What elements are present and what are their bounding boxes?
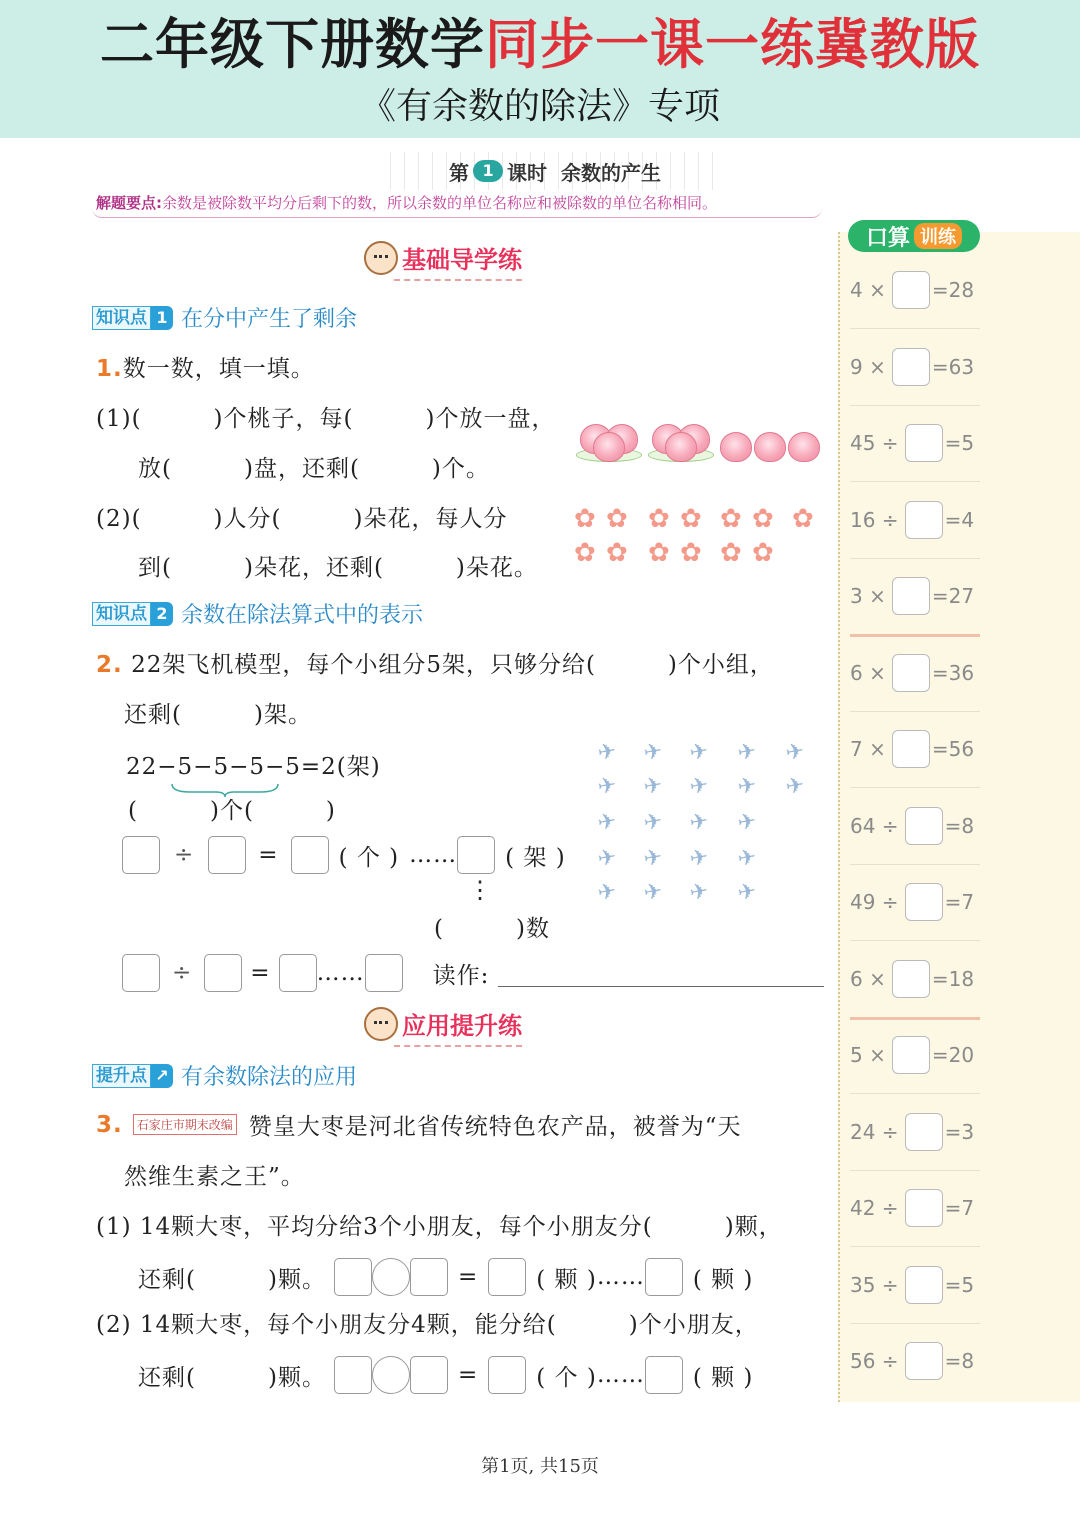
solving-tip: [92, 192, 822, 218]
cartoon-face-icon: [364, 1007, 398, 1041]
calc-suffix: =3: [944, 1119, 975, 1144]
calc-answer-box[interactable]: [892, 960, 930, 998]
kp3-tag: 提升点: [92, 1064, 151, 1088]
q2-brace-label: ( )个( ): [128, 798, 336, 824]
q1-stem-text: 数一数，填一填。: [122, 356, 315, 382]
q3-stem-a: 赞皇大枣是河北省传统特色农产品，被誉为“天: [248, 1114, 742, 1140]
q2-stem-line2: 还剩( )架。: [124, 702, 312, 728]
div-sign: ÷: [172, 960, 193, 986]
calc-prefix: 6 ×: [850, 660, 886, 685]
answer-box[interactable]: [645, 1356, 683, 1394]
calc-prefix: 5 ×: [850, 1043, 886, 1067]
plane-icon: ✈: [735, 844, 759, 873]
remainder-dots: ……: [596, 1264, 645, 1290]
calc-prefix: 9 ×: [850, 354, 886, 379]
q3-part2-line2: [138, 1356, 753, 1394]
remainder-dots: ……: [409, 842, 458, 868]
flower-icon: ✿: [680, 504, 702, 534]
calc-prefix: 56 ÷: [850, 1349, 899, 1373]
calc-suffix: =4: [944, 507, 975, 532]
plane-icon: ✈: [595, 844, 619, 873]
plane-icon: ✈: [783, 738, 807, 767]
calc-answer-box[interactable]: [892, 730, 930, 768]
q1-part1-line1: (1)( )个桃子，每( )个放一盘，: [96, 406, 556, 432]
calc-answer-box[interactable]: [905, 1113, 943, 1151]
operator-circle[interactable]: [372, 1356, 410, 1394]
answer-box[interactable]: [488, 1258, 526, 1296]
answer-box[interactable]: [204, 954, 242, 992]
knowledge-point-1: [92, 302, 357, 333]
mental-math-item: [850, 558, 980, 634]
calc-suffix: =56: [931, 737, 975, 761]
unit-ge: ( 个 ): [338, 844, 400, 871]
lesson-title: [390, 152, 720, 190]
kp3-text: 有余数除法的应用: [181, 1065, 358, 1090]
q1-part2-line1: (2)( )人分( )朵花，每人分: [96, 506, 508, 532]
calc-prefix: 3 ×: [850, 584, 886, 608]
mental-math-item: [850, 1094, 980, 1170]
answer-box[interactable]: [291, 836, 329, 874]
q2-remainder-label: ( )数: [434, 916, 550, 942]
section-underline: [394, 279, 522, 281]
kp1-tag: 知识点: [92, 306, 151, 330]
calc-answer-box[interactable]: [905, 424, 943, 462]
calc-suffix: =36: [931, 660, 975, 685]
calc-answer-box[interactable]: [892, 654, 930, 692]
calc-answer-box[interactable]: [905, 807, 943, 845]
section-basic-label: 基础导学练: [402, 246, 522, 274]
plane-icon: ✈: [687, 808, 711, 837]
q2-stem-a: 22架飞机模型，每个小组分5架，只够分给( )个小组，: [131, 652, 774, 678]
flower-icon: ✿: [606, 504, 628, 534]
vertical-dots: ⋮: [468, 876, 493, 904]
q3-p2b: 还剩( )颗。: [138, 1364, 326, 1391]
calc-answer-box[interactable]: [892, 348, 930, 386]
flower-icon: ✿: [752, 538, 774, 568]
flower-icon: ✿: [720, 504, 742, 534]
peach-icon: [665, 432, 697, 462]
page-subtitle: 《有余数的除法》专项: [359, 86, 720, 127]
calc-prefix: 35 ÷: [850, 1272, 899, 1297]
calc-answer-box[interactable]: [892, 577, 930, 615]
remainder-dots: ……: [596, 1362, 645, 1388]
calc-answer-box[interactable]: [892, 271, 930, 309]
unit-ge: ( 个 ): [536, 1364, 597, 1391]
operator-circle[interactable]: [372, 1258, 410, 1296]
peach-icon: [788, 432, 820, 462]
q1-stem: [96, 350, 315, 383]
div-sign: ÷: [174, 842, 195, 868]
cartoon-face-icon: [364, 241, 398, 275]
unit-ke: ( 颗 ): [536, 1266, 597, 1293]
flower-icon: ✿: [648, 504, 670, 534]
q3-part2-line1: (2) 14颗大枣，每个小朋友分4颗，能分给( )个小朋友，: [96, 1312, 759, 1338]
calc-prefix: 64 ÷: [850, 813, 899, 838]
source-tag: 石家庄市期末改编: [133, 1114, 237, 1135]
q3-stem-line2: 然维生素之王”。: [124, 1164, 305, 1190]
plane-icon: ✈: [687, 772, 711, 801]
calc-suffix: =18: [931, 966, 975, 991]
plane-icon: ✈: [735, 772, 759, 801]
mental-math-item: [850, 1170, 980, 1246]
flower-icon: ✿: [606, 538, 628, 568]
answer-box[interactable]: [122, 836, 160, 874]
answer-box[interactable]: [645, 1258, 683, 1296]
mental-math-item: [850, 252, 980, 328]
plane-icon: ✈: [641, 738, 665, 767]
flower-icon: ✿: [752, 504, 774, 534]
calc-suffix: =8: [944, 813, 975, 838]
kp3-icon: ↗: [151, 1064, 173, 1088]
q2-stem-line1: [96, 646, 774, 679]
mental-math-item: [850, 711, 980, 787]
q3-p1b: 还剩( )颗。: [138, 1266, 326, 1293]
tip-text: 余数是被除数平均分后剩下的数，所以余数的单位名称应和被除数的单位名称相同。: [162, 194, 718, 212]
page-footer: 第1页, 共15页: [481, 1456, 599, 1477]
mental-math-item: [850, 1017, 980, 1093]
plane-icon: ✈: [735, 738, 759, 767]
mental-math-item: [850, 788, 980, 864]
calc-answer-box[interactable]: [905, 1342, 943, 1380]
q3-part1-line2: [138, 1258, 753, 1296]
plane-icon: ✈: [735, 808, 759, 837]
section-apply: [364, 1006, 522, 1041]
answer-box[interactable]: [279, 954, 317, 992]
plane-icon: ✈: [641, 844, 665, 873]
q3-number: 3.: [96, 1111, 123, 1138]
eq-sign: =: [457, 1362, 479, 1388]
lesson-post: 课时 余数的产生: [507, 160, 661, 185]
flower-icon: ✿: [720, 538, 742, 568]
section-basic: [364, 240, 522, 275]
q3-stem-line1: [96, 1108, 742, 1141]
flower-icon: ✿: [680, 538, 702, 568]
kp1-num: 1: [151, 306, 173, 330]
calc-suffix: =7: [944, 1196, 975, 1220]
flower-icon: ✿: [574, 504, 596, 534]
peach-icon: [754, 432, 786, 462]
section-apply-label: 应用提升练: [402, 1012, 522, 1040]
answer-box[interactable]: [410, 1356, 448, 1394]
title-red: 同步一课一练冀教版: [485, 13, 980, 76]
answer-box[interactable]: [122, 954, 160, 992]
peach-icon: [593, 432, 625, 462]
q2-division-row1: [122, 836, 566, 874]
kp2-num: 2: [151, 602, 173, 626]
eq-sign: =: [250, 960, 271, 986]
calc-prefix: 42 ÷: [850, 1196, 899, 1220]
mental-math-item: [850, 329, 980, 405]
flower-icon: ✿: [792, 504, 814, 534]
mental-math-item: [850, 405, 980, 481]
plane-icon: ✈: [783, 772, 807, 801]
eq-sign: =: [457, 1264, 479, 1290]
answer-box[interactable]: [365, 954, 403, 992]
answer-box[interactable]: [410, 1258, 448, 1296]
plane-icon: ✈: [595, 808, 619, 837]
mental-math-badge: 训练: [914, 223, 962, 249]
calc-answer-box[interactable]: [905, 1266, 943, 1304]
mental-math-item: [850, 864, 980, 940]
page-title: [0, 2, 1080, 79]
calc-suffix: =27: [931, 584, 975, 608]
flower-icon: ✿: [574, 538, 596, 568]
calc-suffix: =20: [931, 1043, 975, 1067]
mental-math-header: [848, 220, 980, 252]
calc-prefix: 24 ÷: [850, 1119, 899, 1144]
q1-part2-line2: 到( )朵花，还剩( )朵花。: [138, 555, 538, 581]
q1-part1-line2: 放( )盘，还剩( )个。: [138, 456, 490, 482]
answer-box[interactable]: [488, 1356, 526, 1394]
unit-ke: ( 颗 ): [692, 1266, 754, 1293]
calc-answer-box[interactable]: [905, 501, 943, 539]
mental-math-item: [850, 635, 980, 711]
mental-math-item: [850, 482, 980, 558]
q2-equation: 22−5−5−5−5=2(架): [126, 754, 381, 780]
plane-icon: ✈: [735, 878, 759, 907]
mental-math-item: [850, 1247, 980, 1323]
calc-prefix: 7 ×: [850, 737, 886, 761]
plane-icon: ✈: [641, 772, 665, 801]
mental-math-item: [850, 1323, 980, 1399]
q2-number: 2.: [96, 652, 123, 678]
unit-ke: ( 颗 ): [692, 1364, 754, 1391]
plane-icon: ✈: [687, 738, 711, 767]
plane-icon: ✈: [687, 878, 711, 907]
kp2-text: 余数在除法算式中的表示: [181, 603, 424, 628]
calc-suffix: =63: [931, 354, 975, 379]
calc-suffix: =28: [931, 278, 975, 302]
eq-sign: =: [258, 842, 279, 868]
answer-box[interactable]: [457, 836, 495, 874]
page-header: [0, 0, 1080, 138]
improvement-point: [92, 1060, 357, 1091]
read-label: 读作:: [432, 962, 490, 989]
q3-part1-line1: (1) 14颗大枣，平均分给3个小朋友，每个小朋友分( )颗，: [96, 1214, 783, 1240]
calc-answer-box[interactable]: [905, 1189, 943, 1227]
read-answer-line[interactable]: [498, 986, 824, 987]
calc-prefix: 45 ÷: [850, 431, 899, 455]
calc-prefix: 6 ×: [850, 966, 886, 991]
answer-box[interactable]: [334, 1356, 372, 1394]
calc-suffix: =5: [944, 1272, 975, 1297]
unit-jia: ( 架 ): [505, 844, 566, 871]
kp1-text: 在分中产生了剩余: [181, 307, 358, 332]
peach-icon: [720, 432, 752, 462]
answer-box[interactable]: [334, 1258, 372, 1296]
tip-label: 解题要点:: [96, 194, 162, 212]
plane-icon: ✈: [595, 772, 619, 801]
plane-icon: ✈: [595, 738, 619, 767]
calc-prefix: 4 ×: [850, 278, 886, 302]
calc-suffix: =7: [944, 890, 975, 914]
plane-icon: ✈: [641, 808, 665, 837]
mental-math-title: 口算: [865, 225, 910, 251]
answer-box[interactable]: [208, 836, 246, 874]
knowledge-point-2: [92, 598, 423, 629]
calc-suffix: =8: [944, 1349, 975, 1373]
calc-suffix: =5: [944, 431, 975, 455]
flower-icon: ✿: [648, 538, 670, 568]
plane-icon: ✈: [595, 878, 619, 907]
plane-icon: ✈: [641, 878, 665, 907]
lesson-pre: 第: [449, 160, 470, 185]
section-underline: [394, 1045, 522, 1047]
q2-division-row2: [122, 954, 489, 992]
calc-answer-box[interactable]: [905, 883, 943, 921]
mental-math-item: [850, 941, 980, 1017]
calc-prefix: 49 ÷: [850, 890, 899, 914]
lesson-number: 1: [473, 160, 503, 182]
remainder-dots: ……: [316, 960, 365, 986]
title-black: 二年级下册数学: [100, 13, 485, 76]
kp2-tag: 知识点: [92, 602, 151, 626]
calc-prefix: 16 ÷: [850, 507, 899, 532]
calc-answer-box[interactable]: [892, 1036, 930, 1074]
plane-icon: ✈: [687, 844, 711, 873]
q1-number: 1.: [96, 356, 123, 382]
